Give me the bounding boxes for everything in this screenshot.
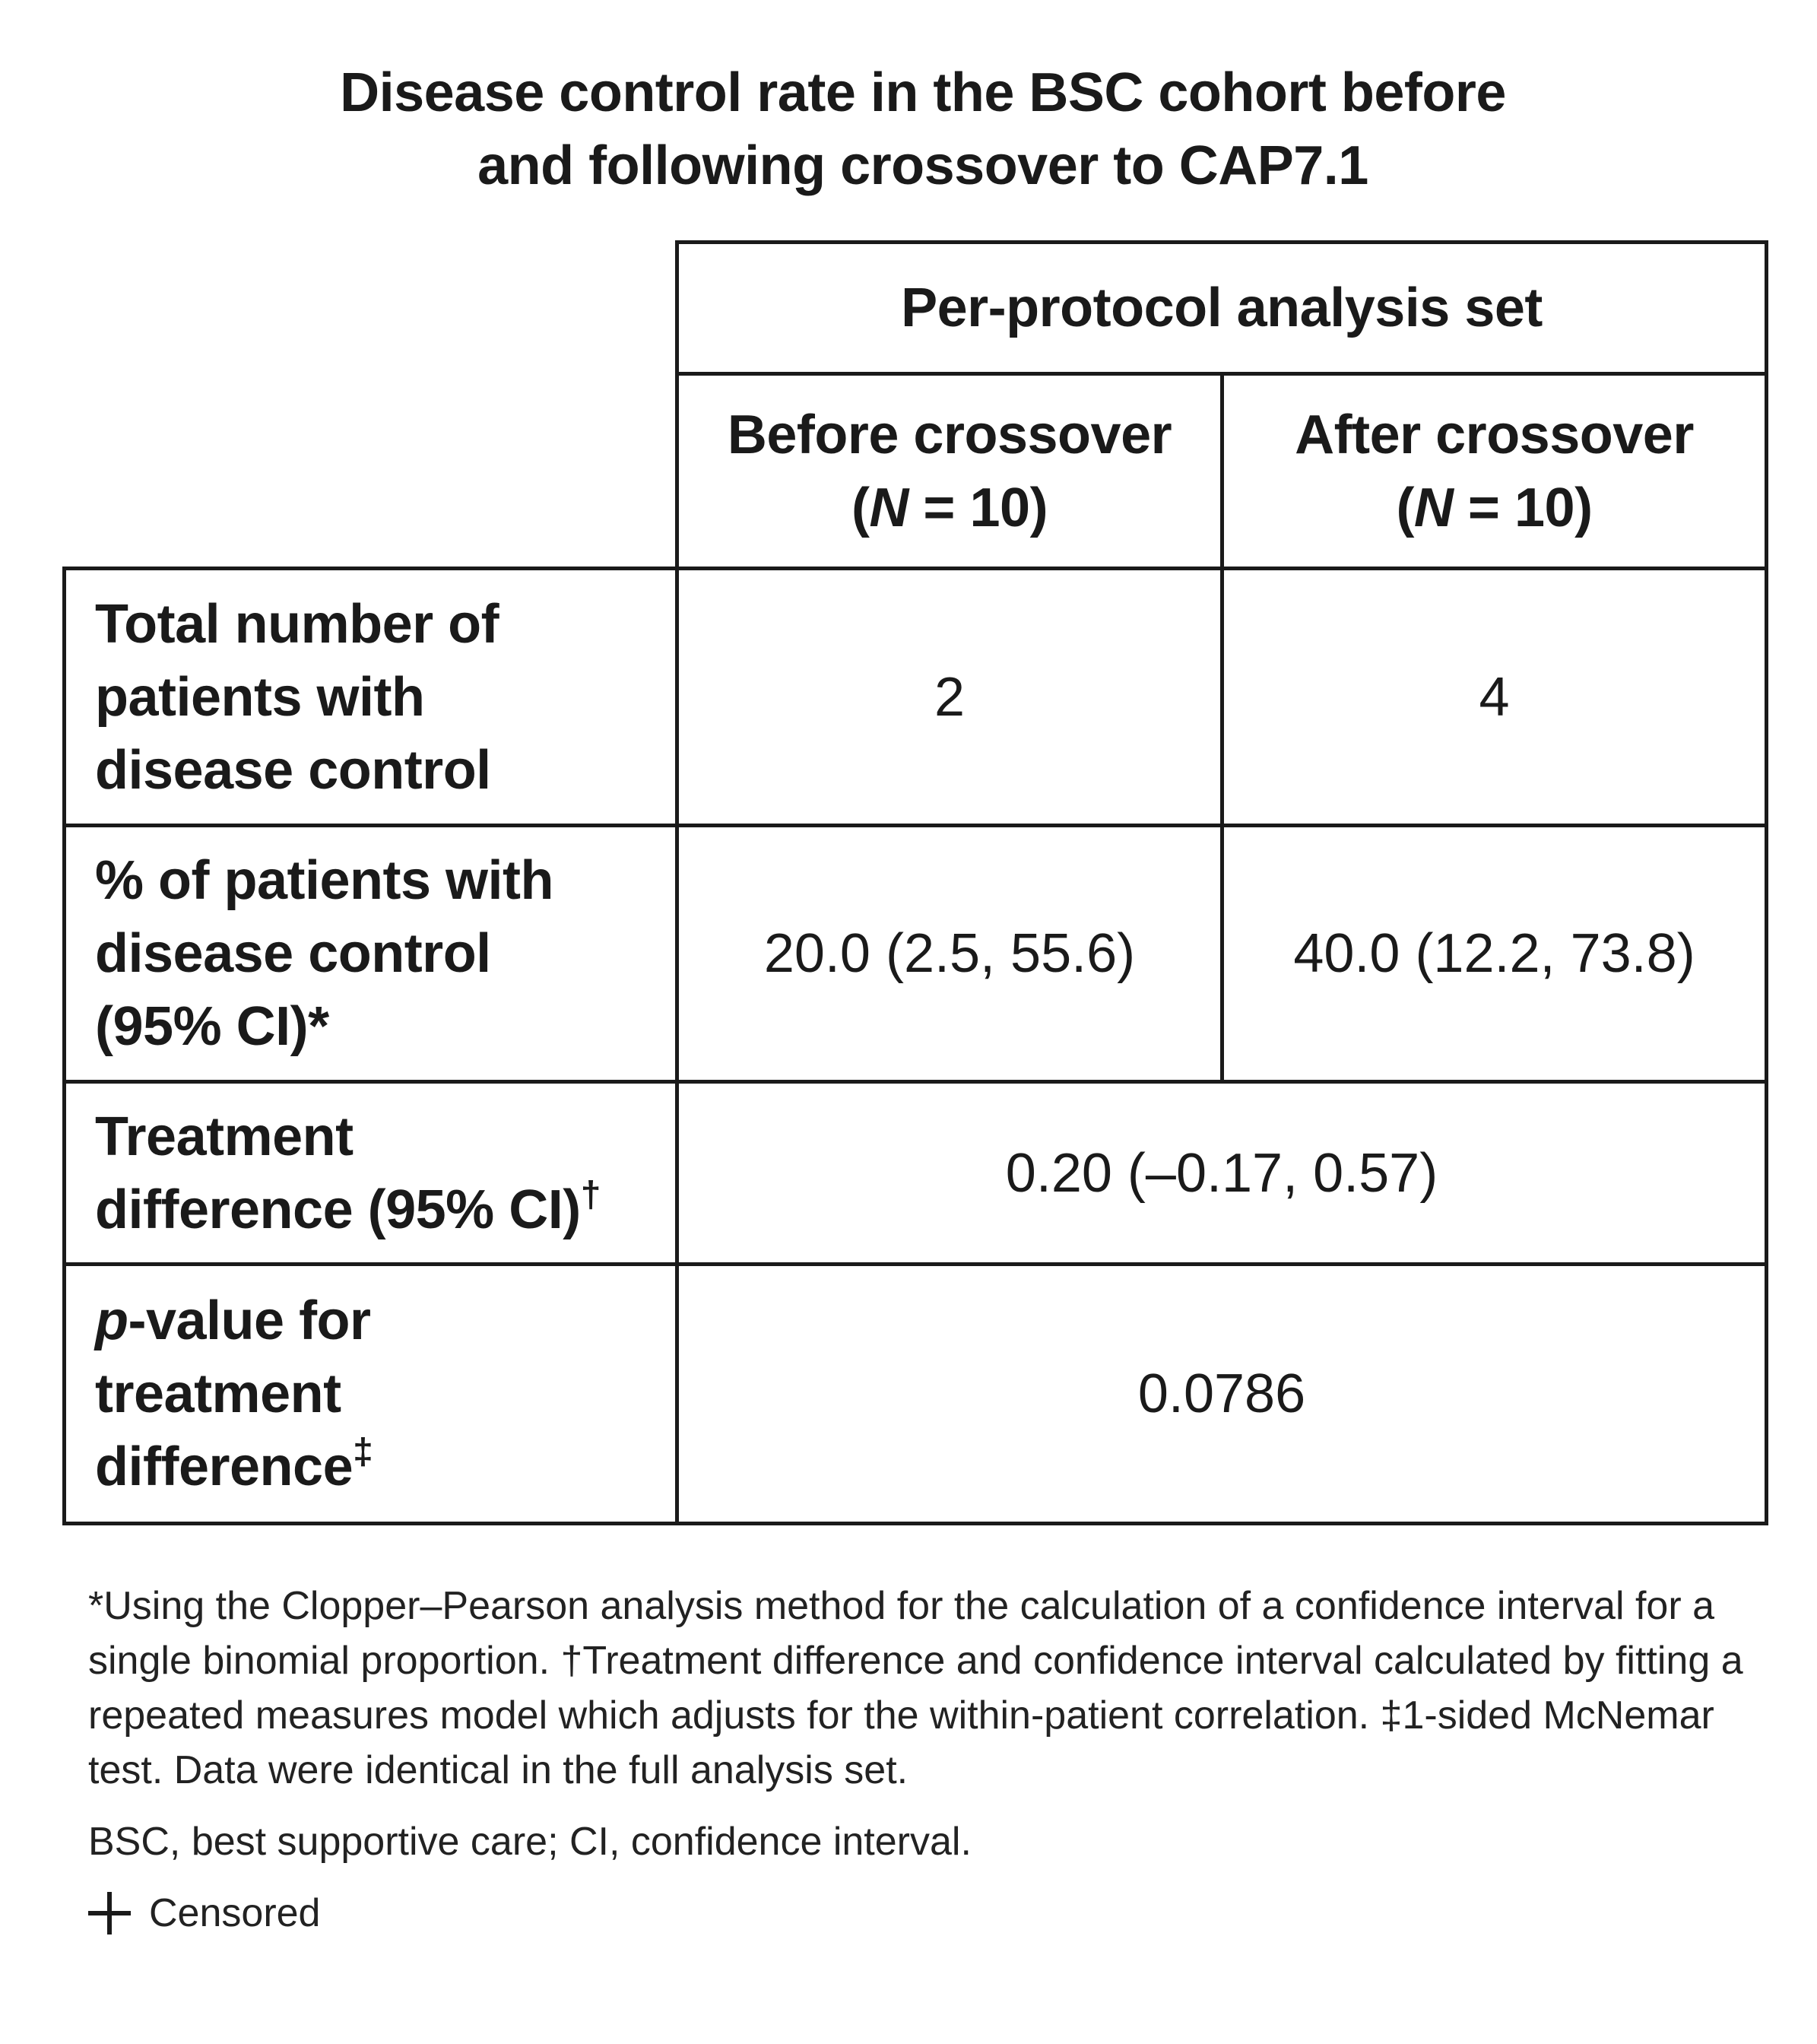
title-line-2: and following crossover to CAP7.1 — [477, 135, 1368, 196]
footnotes — [88, 1579, 1746, 1941]
cell-total-before: 2 — [675, 567, 1224, 827]
censored-legend — [88, 1886, 1746, 1941]
cell-p-value: 0.0786 — [675, 1262, 1768, 1525]
censored-label: Censored — [149, 1891, 321, 1935]
cell-total-after: 4 — [1220, 567, 1768, 827]
cell-percent-after: 40.0 (12.2, 73.8) — [1220, 824, 1768, 1084]
column-label-before: Before crossover — [727, 404, 1172, 465]
row-label-total: Total number of patients with disease control — [62, 567, 679, 827]
row-label-percent: % of patients with disease control (95% CI)* — [62, 824, 679, 1084]
results-table — [62, 240, 1768, 1525]
plus-icon — [88, 1892, 131, 1934]
column-header-before — [675, 372, 1224, 570]
row-label-treatment-difference: Treatment difference (95% CI)† — [62, 1080, 679, 1266]
group-header: Per-protocol analysis set — [675, 240, 1768, 376]
cell-treatment-difference: 0.20 (–0.17, 0.57) — [675, 1080, 1768, 1266]
abbreviations-text: BSC, best supportive care; CI, confidence interval. — [88, 1820, 972, 1864]
title-line-1: Disease control rate in the BSC cohort before — [340, 62, 1506, 123]
column-label-after: After crossover — [1295, 404, 1694, 465]
column-n-after: (N = 10) — [1396, 477, 1593, 538]
page-title — [0, 56, 1817, 202]
column-n-before: (N = 10) — [851, 477, 1048, 538]
column-header-after — [1220, 372, 1768, 570]
footnote-text: *Using the Clopper–Pearson analysis method for the calculation of a confidence interval for a single binomial proportion. †Treatment difference and confidence interval calculated by fitting a repeated measures model which adjusts for the within-patient correlation. ‡1-sided McNemar test. Data were identical in the full analysis set. — [88, 1584, 1743, 1792]
cell-percent-before: 20.0 (2.5, 55.6) — [675, 824, 1224, 1084]
row-label-p-value: p-value for treatment difference‡ — [62, 1262, 679, 1525]
